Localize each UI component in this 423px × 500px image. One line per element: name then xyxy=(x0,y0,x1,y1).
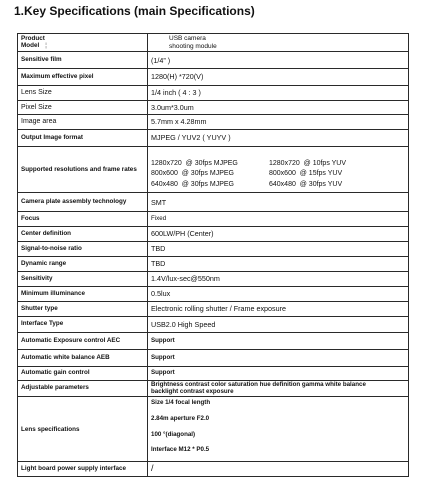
row-label: Sensitive film xyxy=(18,52,148,69)
table-row xyxy=(18,272,409,287)
row-value: Fixed xyxy=(148,212,409,227)
model-label-line2: Model ¦ xyxy=(21,41,47,49)
row-label: Adjustable parameters xyxy=(18,381,148,397)
resolution-item: 640x480 @ 30fps MJPEG xyxy=(151,180,234,188)
row-value: (1/4” ) xyxy=(148,52,409,69)
resolutions-grid xyxy=(151,149,405,189)
table-row-lens xyxy=(18,397,409,462)
row-value: Electronic rolling shutter / Frame exposure xyxy=(148,302,409,317)
row-value: Support xyxy=(148,350,409,367)
row-label: Pixel Size xyxy=(18,101,148,115)
row-label: Automatic white balance AEB xyxy=(18,350,148,367)
row-value: TBD xyxy=(148,242,409,257)
resolution-item: 800x600 @ 15fps YUV xyxy=(269,170,343,178)
row-label: Automatic Exposure control AEC xyxy=(18,333,148,350)
table-row xyxy=(18,52,409,69)
row-label: Light board power supply interface xyxy=(18,462,148,477)
resolutions-label: Supported resolutions and frame rates xyxy=(18,147,148,193)
resolution-item: 640x480 @ 30fps YUV xyxy=(269,180,343,188)
table-row xyxy=(18,212,409,227)
row-label: Sensitivity xyxy=(18,272,148,287)
table-row xyxy=(18,350,409,367)
spec-table xyxy=(17,33,409,477)
row-value: / xyxy=(148,462,409,477)
row-value: Support xyxy=(148,333,409,350)
table-row xyxy=(18,333,409,350)
row-label: Signal-to-noise ratio xyxy=(18,242,148,257)
row-label: Interface Type xyxy=(18,317,148,333)
model-value-line2: shooting module xyxy=(169,42,217,50)
row-value: 1280(H) *720(V) xyxy=(148,69,409,86)
table-row xyxy=(18,69,409,86)
row-label: Focus xyxy=(18,212,148,227)
row-label: Camera plate assembly technology xyxy=(18,193,148,212)
table-row xyxy=(18,367,409,381)
row-value: 5.7mm x 4.28mm xyxy=(148,115,409,130)
lens-line: Interface M12 * P0.5 xyxy=(151,446,210,454)
table-row xyxy=(18,317,409,333)
table-row xyxy=(18,381,409,397)
lens-line: 2.84m aperture F2.0 xyxy=(151,414,210,422)
table-row xyxy=(18,130,409,147)
row-value: 3.0um*3.0um xyxy=(148,101,409,115)
model-label xyxy=(18,34,148,52)
row-label: Center definition xyxy=(18,227,148,242)
page-title: 1.Key Specifications (main Specifications) xyxy=(14,4,255,18)
row-value: USB2.0 High Speed xyxy=(148,317,409,333)
resolution-item: 1280x720 @ 10fps YUV xyxy=(269,160,347,168)
row-label: Shutter type xyxy=(18,302,148,317)
row-label: Dynamic range xyxy=(18,257,148,272)
row-label: Minimum illuminance xyxy=(18,287,148,302)
row-value: Support xyxy=(148,367,409,381)
model-value-line1: USB camera xyxy=(169,35,206,43)
lens-line: Size 1/4 focal length xyxy=(151,399,211,406)
cursor-mark: ¦ xyxy=(45,42,47,49)
lens-label: Lens specifications xyxy=(18,397,148,462)
resolutions-value xyxy=(148,147,409,193)
table-row xyxy=(18,462,409,477)
row-value: 1.4V/lux-sec@550nm xyxy=(148,272,409,287)
row-value: MJPEG / YUV2 ( YUYV ) xyxy=(148,130,409,147)
row-label: Lens Size xyxy=(18,86,148,101)
model-value xyxy=(148,34,409,52)
resolution-item: 800x600 @ 30fps MJPEG xyxy=(151,170,234,178)
table-row xyxy=(18,287,409,302)
row-value: 1/4 inch ( 4 : 3 ) xyxy=(148,86,409,101)
table-row-resolutions xyxy=(18,147,409,193)
table-row xyxy=(18,242,409,257)
row-value-line2: backlight contrast exposure xyxy=(151,387,234,395)
table-row xyxy=(18,115,409,130)
row-value: SMT xyxy=(148,193,409,212)
row-label: Maximum effective pixel xyxy=(18,69,148,86)
table-row xyxy=(18,257,409,272)
yuv-column xyxy=(269,159,346,189)
table-row xyxy=(18,101,409,115)
row-value-line1: Brightness contrast color saturation hue definition gamma white balance xyxy=(151,380,366,388)
row-value: TBD xyxy=(148,257,409,272)
row-value: 0.5lux xyxy=(148,287,409,302)
row-label: Output Image format xyxy=(18,130,148,147)
lens-line: 100 °(diagonal) xyxy=(151,430,196,438)
table-row-model xyxy=(18,34,409,52)
table-row xyxy=(18,193,409,212)
mjpeg-column xyxy=(151,159,269,189)
lens-value xyxy=(148,397,409,462)
model-label-line1: Product xyxy=(21,34,45,42)
row-value xyxy=(148,381,409,397)
row-label: Automatic gain control xyxy=(18,367,148,381)
resolution-item: 1280x720 @ 30fps MJPEG xyxy=(151,160,238,168)
table-row xyxy=(18,86,409,101)
table-row xyxy=(18,302,409,317)
table-row xyxy=(18,227,409,242)
row-label: Image area xyxy=(18,115,148,130)
row-value: 600LW/PH (Center) xyxy=(148,227,409,242)
